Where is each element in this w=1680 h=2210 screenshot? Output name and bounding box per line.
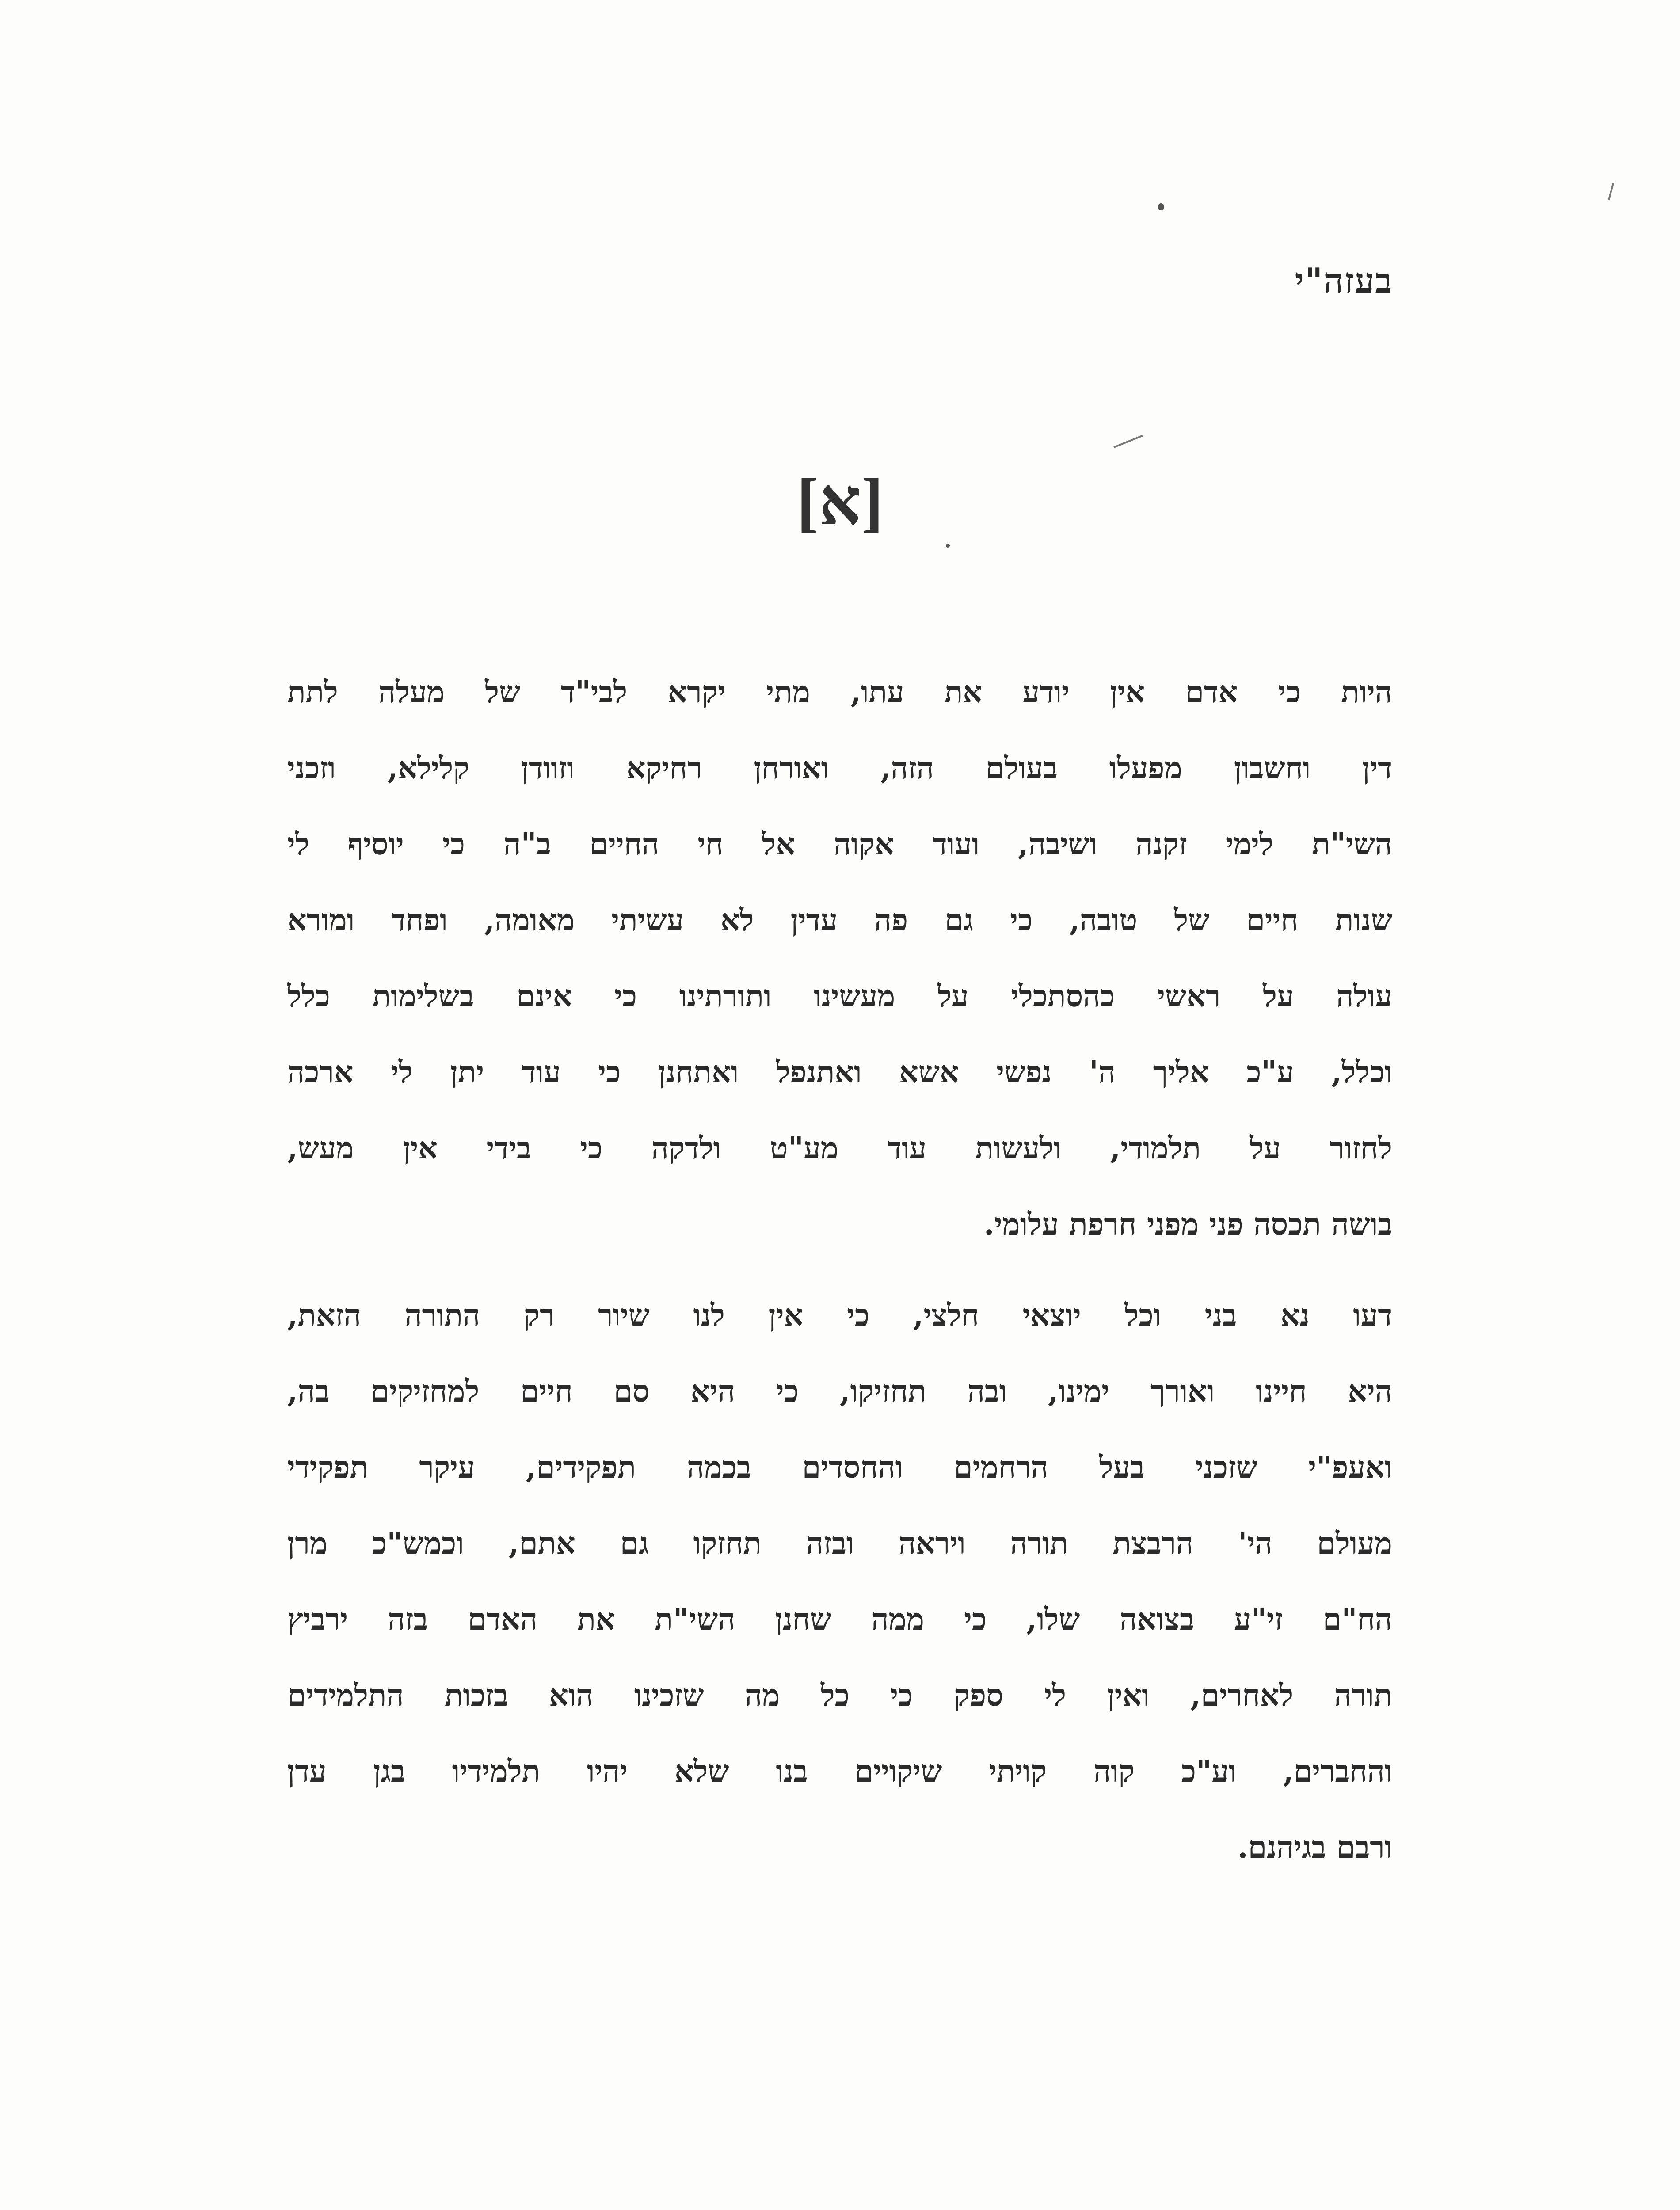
text-line: דעו נא בני וכל יוצאי חלצי, כי אין לנו שיור רק התורה הזאת, (287, 1298, 1392, 1333)
text-line: וכלל, ע"כ אליך ה' נפשי אשא ואתנפל ואתחנן כי עוד יתן לי ארכה (287, 1055, 1392, 1090)
paragraph (287, 1277, 1392, 1886)
scan-mark (1113, 435, 1143, 448)
header-blessing-mark: בעזה"י (1295, 261, 1393, 301)
text-line: והחברים, וע"כ קוה קויתי שיקויים בנו שלא יהיו תלמידיו בגן עדן (287, 1754, 1392, 1789)
section-number: [א] (796, 465, 884, 539)
text-line: השי"ת לימי זקנה ושיבה, ועוד אקוה אל חי החיים ב"ה כי יוסיף לי (287, 827, 1392, 862)
text-line: שנות חיים של טובה, כי גם פה עדין לא עשיתי מאומה, ופחד ומורא (287, 903, 1392, 938)
paragraph (287, 654, 1392, 1262)
scan-speck (1158, 203, 1164, 210)
text-line: לחזור על תלמודי, ולעשות עוד מע"ט ולדקה כי בידי אין מעש, (287, 1131, 1392, 1166)
text-line: היא חיינו ואורך ימינו, ובה תחזיקו, כי היא סם חיים למחזיקים בה, (287, 1374, 1392, 1409)
text-line: היות כי אדם אין יודע את עתו, מתי יקרא לבי"ד של מעלה לתת (287, 674, 1392, 710)
text-line: מעולם הי' הרבצת תורה ויראה ובזה תחזקו גם אתם, וכמש"כ מרן (287, 1526, 1392, 1561)
scan-mark (1608, 183, 1614, 200)
text-line: ואעפ"י שזכני בעל הרחמים והחסדים בכמה תפקידים, עיקר תפקידי (287, 1450, 1392, 1485)
text-line: הח"ם זי"ע בצואה שלו, כי ממה שחנן השי"ת את האדם בזה ירביץ (287, 1602, 1392, 1637)
text-line: ורבם בגיהנם. (1237, 1830, 1392, 1865)
text-line: תורה לאחרים, ואין לי ספק כי כל מה שזכינו הוא בזכות התלמידים (287, 1678, 1392, 1713)
text-line: עולה על ראשי כהסתכלי על מעשינו ותורתינו כי אינם בשלימות כלל (287, 979, 1392, 1014)
scan-speck (946, 544, 950, 548)
text-line: דין וחשבון מפעלו בעולם הזה, ואורחן רחיקא וזוודן קלילא, וזכני (287, 751, 1392, 786)
text-line: בושה תכסה פני מפני חרפת עלומי. (983, 1207, 1392, 1242)
